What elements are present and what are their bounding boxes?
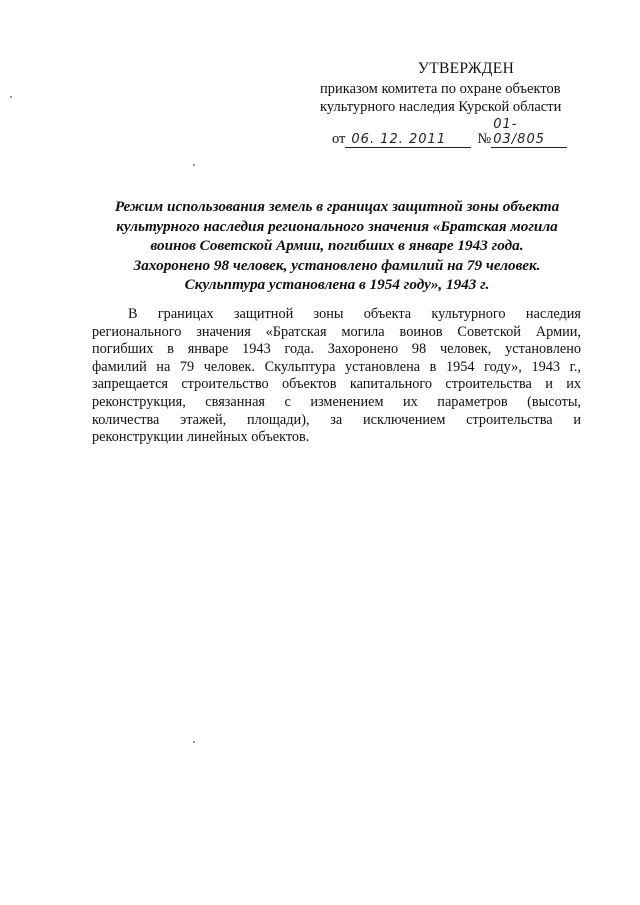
- number-label: №: [477, 131, 492, 147]
- body-line: запрещается строительство объектов капитального строительства и их: [92, 376, 581, 393]
- order-date-value: 06. 12. 2011: [345, 132, 471, 148]
- body-line: реконструкции линейных объектов.: [92, 429, 310, 446]
- title-line: культурного наследия регионального значения «Братская могила: [116, 217, 558, 235]
- title-line: Захоронено 98 человек, установлено фамилий на 79 человек.: [133, 256, 541, 274]
- body-line: количества этажей, площади), за исключением строительства и: [92, 411, 581, 428]
- document-title: [94, 197, 580, 295]
- body-line: реконструкция, связанная с изменением их параметров (высоты,: [92, 393, 581, 410]
- body-line: регионального значения «Братская могила воинов Советской Армии,: [92, 323, 581, 340]
- body-line: погибших в январе 1943 года. Захоронено 98 человек, установлено: [92, 341, 581, 358]
- approval-line-2: культурного наследия Курской области: [320, 99, 562, 115]
- body-paragraph: [92, 306, 581, 447]
- order-date-number-row: [316, 117, 596, 148]
- body-line: В границах защитной зоны объекта культурного наследия: [128, 306, 581, 322]
- title-line: Скульптура установлена в 1954 году», 1943 г.: [184, 276, 490, 294]
- order-number-value: 01-03/805: [491, 117, 567, 148]
- scan-speck: [193, 741, 195, 743]
- title-line: Режим использования земель в границах защитной зоны объекта: [114, 198, 560, 215]
- scan-speck: [10, 96, 12, 98]
- approval-line-1: приказом комитета по охране объектов: [320, 81, 561, 97]
- title-line: воинов Советской Армии, погибших в январе 1943 года.: [150, 237, 524, 255]
- body-line: фамилий на 79 человек. Скульптура установлена в 1954 году», 1943 г.,: [92, 358, 581, 375]
- approval-stamp-block: [316, 60, 596, 148]
- approval-heading: УТВЕРЖДЕН: [417, 60, 515, 77]
- date-label: от: [332, 131, 346, 147]
- scan-speck: [193, 164, 195, 166]
